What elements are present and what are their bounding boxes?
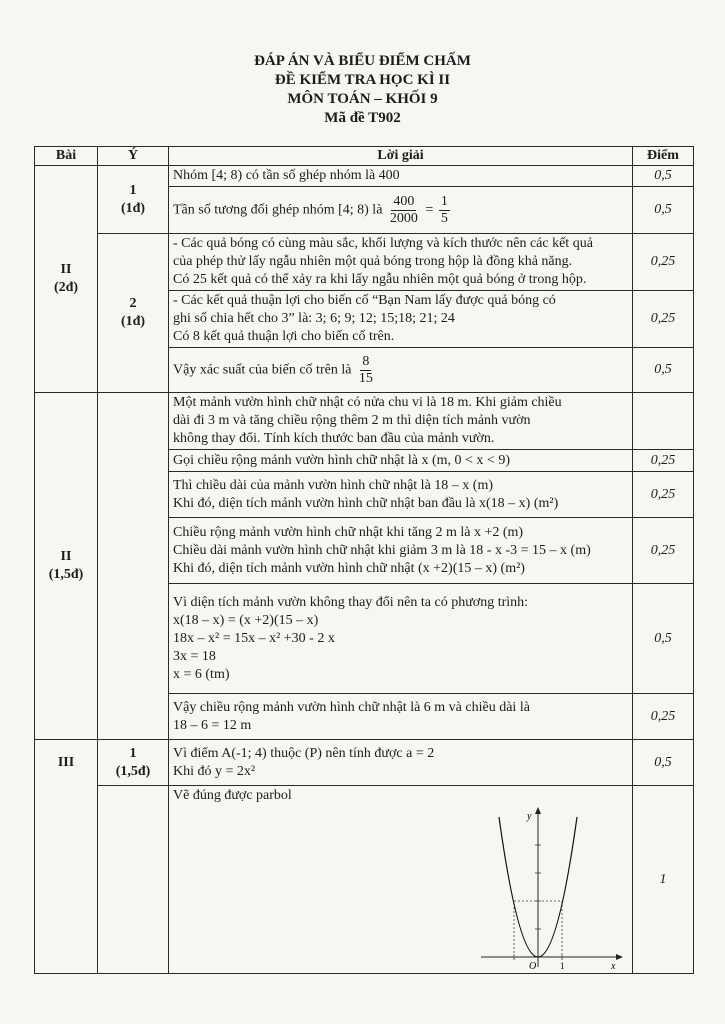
points-cell: 0,5: [633, 187, 694, 234]
y-cell: [98, 786, 169, 974]
points-cell: [633, 393, 694, 450]
col-points: Điểm: [633, 147, 694, 166]
fraction: $\frac{8}{15}$: [358, 353, 373, 386]
solution-cell: - Các quả bóng có cùng màu sắc, khối lượng và kích thước nên các kết quả của phép thử lấy ngẫu nhiên một quả bóng trong hộp là đồng khả năng. Có 25 kết quả có thể xảy ra khi lấy ngẫu nhiên một quả bóng ở trong hộp.: [169, 234, 633, 291]
solution-cell: Vậy chiều rộng mảnh vườn hình chữ nhật là 6 m và chiều dài là 18 – 6 = 12 m: [169, 694, 633, 740]
solution-cell: Nhóm [4; 8) có tần số ghép nhóm là 400: [169, 166, 633, 187]
fraction: $\frac{1}{5}$: [440, 193, 448, 226]
bai-cell: II (1,5đ): [35, 393, 98, 740]
col-solution: Lời giải: [169, 147, 633, 166]
points-cell: 0,25: [633, 518, 694, 584]
y-cell: 1 (1đ): [98, 166, 169, 234]
col-bai: Bài: [35, 147, 98, 166]
grading-table: [34, 146, 694, 974]
table-row: [35, 740, 694, 786]
title-line-3: MÔN TOÁN – KHỐI 9: [287, 91, 438, 107]
points-cell: 0,5: [633, 166, 694, 187]
points-cell: 0,25: [633, 694, 694, 740]
y-axis-arrow: [535, 807, 541, 814]
points-cell: 0,5: [633, 348, 694, 393]
solution-cell: Vẽ đúng được parbol y x O 1: [169, 786, 633, 974]
y-cell: 1 (1,5đ): [98, 740, 169, 786]
bai-cell: II (2đ): [35, 166, 98, 393]
table-row: [35, 234, 694, 291]
solution-cell: Vậy xác suất của biến cố trên là $\frac{8}{15}$: [169, 348, 633, 393]
table-row: [35, 393, 694, 450]
solution-cell: Vì điểm A(-1; 4) thuộc (P) nên tính được a = 2 Khi đó y = 2x²: [169, 740, 633, 786]
solution-cell: Vì diện tích mảnh vườn không thay đổi nên ta có phương trình: x(18 – x) = (x +2)(15 – x) 18x – x² = 15x – x² +30 - 2 x 3x = 18 x = 6 (tm): [169, 584, 633, 694]
points-cell: 0,25: [633, 472, 694, 518]
points-cell: 1: [633, 786, 694, 974]
solution-cell: Gọi chiều rộng mảnh vườn hình chữ nhật là x (m, 0 < x < 9): [169, 450, 633, 472]
exam-code: Mã đề T902: [324, 110, 401, 126]
y-cell: 2 (1đ): [98, 234, 169, 393]
fraction: $\frac{400}{2000}$: [389, 193, 418, 226]
title-line-2: ĐỀ KIỂM TRA HỌC KÌ II: [274, 72, 451, 88]
y-cell: [98, 393, 169, 740]
points-cell: 0,5: [633, 584, 694, 694]
col-y: Ý: [98, 147, 169, 166]
solution-cell: Tần số tương đối ghép nhóm [4; 8) là $\frac{400}{2000}$ = $\frac{1}{5}$: [169, 187, 633, 234]
table-header-row: [35, 147, 694, 166]
problem-statement: Một mảnh vườn hình chữ nhật có nửa chu vi là 18 m. Khi giảm chiều dài đi 3 m và tăng chiều rộng thêm 2 m thì diện tích mảnh vườn không thay đổi. Tính kích thước ban đầu của mảnh vườn.: [169, 393, 633, 450]
title-line-1: ĐÁP ÁN VÀ BIỂU ĐIỂM CHẤM: [254, 53, 471, 69]
parabol-graph: [473, 807, 623, 972]
table-row: [35, 786, 694, 974]
solution-cell: - Các kết quả thuận lợi cho biến cố “Bạn Nam lấy được quả bóng có ghi số chia hết cho 3” là: 3; 6; 9; 12; 15;18; 21; 24 Có 8 kết quả thuận lợi cho biến cố trên.: [169, 291, 633, 348]
points-cell: 0,25: [633, 450, 694, 472]
x-axis-arrow: [616, 954, 623, 960]
solution-cell: Thì chiều dài của mảnh vườn hình chữ nhật là 18 – x (m) Khi đó, diện tích mảnh vườn hình chữ nhật ban đầu là x(18 – x) (m²): [169, 472, 633, 518]
origin-label: O: [529, 961, 537, 972]
solution-cell: Chiều rộng mảnh vườn hình chữ nhật khi tăng 2 m là x +2 (m) Chiều dài mảnh vườn hình chữ nhật khi giảm 3 m là 18 - x -3 = 15 – x (m) Khi đó, diện tích mảnh vườn hình chữ nhật (x +2)(15 – x) (m²): [169, 518, 633, 584]
points-cell: 0,25: [633, 234, 694, 291]
document-header: [0, 52, 725, 128]
y-label: y: [527, 811, 532, 822]
points-cell: 0,5: [633, 740, 694, 786]
x-tick-label: 1: [560, 961, 565, 971]
table-row: [35, 166, 694, 187]
points-cell: 0,25: [633, 291, 694, 348]
bai-cell: III: [35, 740, 98, 974]
x-label: x: [611, 961, 616, 972]
